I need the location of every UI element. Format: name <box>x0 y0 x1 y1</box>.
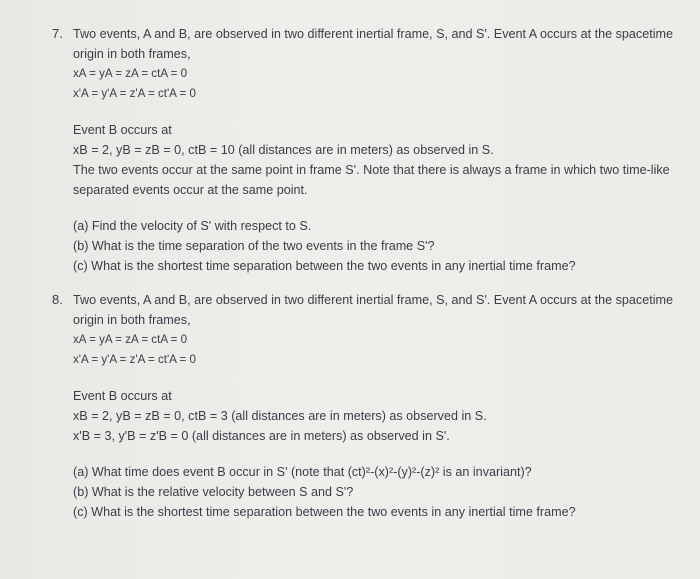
problem-7-question-c: (c) What is the shortest time separation between the two events in any inertial time frame? <box>73 259 576 273</box>
problem-8-question-c: (c) What is the shortest time separation between the two events in any inertial time frame? <box>73 505 576 519</box>
problem-7-body <box>73 24 680 276</box>
problem-8-number: 8. <box>52 292 63 307</box>
problem-7-intro-line-2: origin in both frames, <box>73 47 191 61</box>
problem-7-event-a-s-equation: xA = yA = zA = ctA = 0 <box>73 67 188 80</box>
problem-8-intro-line-2: origin in both frames, <box>73 313 191 327</box>
problem-8-event-a-s-prime-equation: x'A = y'A = z'A = ct'A = 0 <box>73 353 196 366</box>
problem-7-same-point-line-1: The two events occur at the same point in frame S'. Note that there is always a frame in which two time-like <box>73 163 670 177</box>
problem-7-number: 7. <box>52 26 63 41</box>
problem-8-body <box>73 290 680 522</box>
problem-7-same-point-line-2: separated events occur at the same point. <box>73 183 308 197</box>
problem-8-intro-line-1: Two events, A and B, are observed in two different inertial frame, S, and S'. Event A occurs at the spacetime <box>73 293 674 307</box>
problem-7-intro-line-1: Two events, A and B, are observed in two different inertial frame, S, and S'. Event A occurs at the spacetime <box>73 27 674 41</box>
problem-7-event-b-equation: xB = 2, yB = zB = 0, ctB = 10 (all distances are in meters) as observed in S. <box>73 143 494 157</box>
problem-8-event-b-heading: Event B occurs at <box>73 389 172 403</box>
problem-8-question-a: (a) What time does event B occur in S' (note that (ct)²-(x)²-(y)²-(z)² is an invariant)? <box>73 465 532 479</box>
problem-7-question-b: (b) What is the time separation of the two events in the frame S'? <box>73 239 435 253</box>
problem-7-event-b-heading: Event B occurs at <box>73 123 172 137</box>
problem-8-event-a-s-equation: xA = yA = zA = ctA = 0 <box>73 333 188 346</box>
problem-7-event-a-s-prime-equation: x'A = y'A = z'A = ct'A = 0 <box>73 87 196 100</box>
problem-8-question-b: (b) What is the relative velocity between S and S'? <box>73 485 354 499</box>
problem-7-question-a: (a) Find the velocity of S' with respect to S. <box>73 219 312 233</box>
problem-8-event-b-s-prime-equation: x'B = 3, y'B = z'B = 0 (all distances are in meters) as observed in S'. <box>73 429 450 443</box>
problem-8-event-b-s-equation: xB = 2, yB = zB = 0, ctB = 3 (all distances are in meters) as observed in S. <box>73 409 487 423</box>
